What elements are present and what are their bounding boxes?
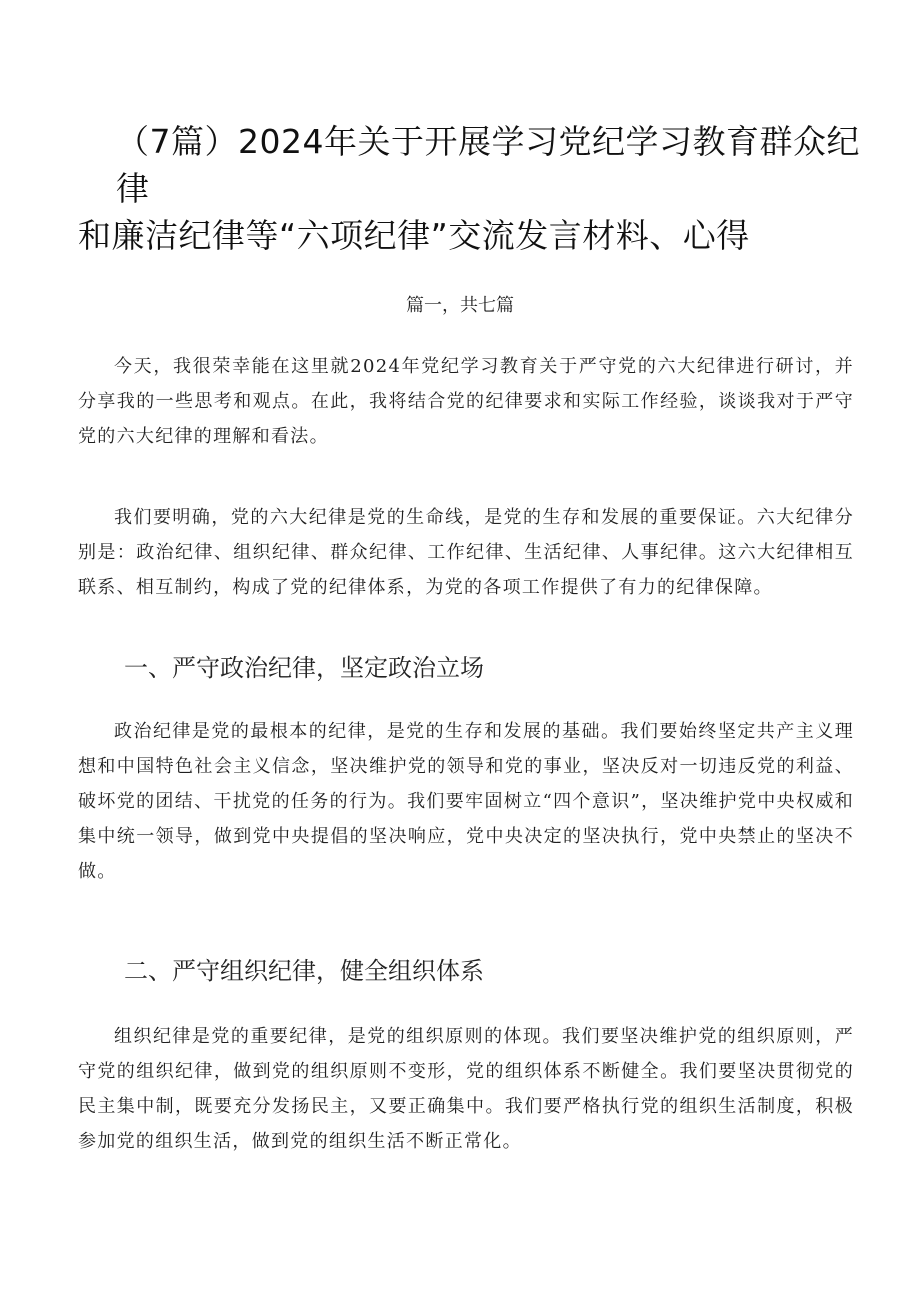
intro-paragraph: 今天，我很荣幸能在这里就2024年党纪学习教育关于严守党的六大纪律进行研讨，并分享我的一些思考和观点。在此，我将结合党的纪律要求和实际工作经验，谈谈我对于严守党的六大纪律的理解和看法。 [78,356,854,447]
section-body-political: 政治纪律是党的最根本的纪律，是党的生存和发展的基础。我们要始终坚定共产主义理想和中国特色社会主义信念，坚决维护党的领导和党的事业，坚决反对一切违反党的利益、破坏党的团结、干扰党的任务的行为。我们要牢固树立“四个意识”，坚决维护党中央权威和集中统一领导，做到党中央提倡的坚决响应，党中央决定的坚决执行，党中央禁止的坚决不做。 [78,721,854,882]
article-subtitle: 篇一，共七篇 [406,295,514,316]
discipline-overview-paragraph: 我们要明确，党的六大纪律是党的生命线，是党的生存和发展的重要保证。六大纪律分别是：政治纪律、组织纪律、群众纪律、工作纪律、生活纪律、人事纪律。这六大纪律相互联系、相互制约，构成了党的纪律体系，为党的各项工作提供了有力的纪律保障。 [78,507,854,598]
section-heading-political: 一、严守政治纪律，坚定政治立场 [124,654,484,682]
section-heading-organizational: 二、严守组织纪律，健全组织体系 [124,957,484,985]
title-line-1: （7篇）2024年关于开展学习党纪学习教育群众纪律 [116,122,860,208]
title-line-2: 和廉洁纪律等“六项纪律”交流发言材料、心得 [78,216,750,255]
document-title [78,118,860,259]
section-body-organizational: 组织纪律是党的重要纪律，是党的组织原则的体现。我们要坚决维护党的组织原则，严守党的组织纪律，做到党的组织原则不变形，党的组织体系不断健全。我们要坚决贯彻党的民主集中制，既要充分发扬民主，又要正确集中。我们要严格执行党的组织生活制度，积极参加党的组织生活，做到党的组织生活不断正常化。 [78,1026,854,1152]
